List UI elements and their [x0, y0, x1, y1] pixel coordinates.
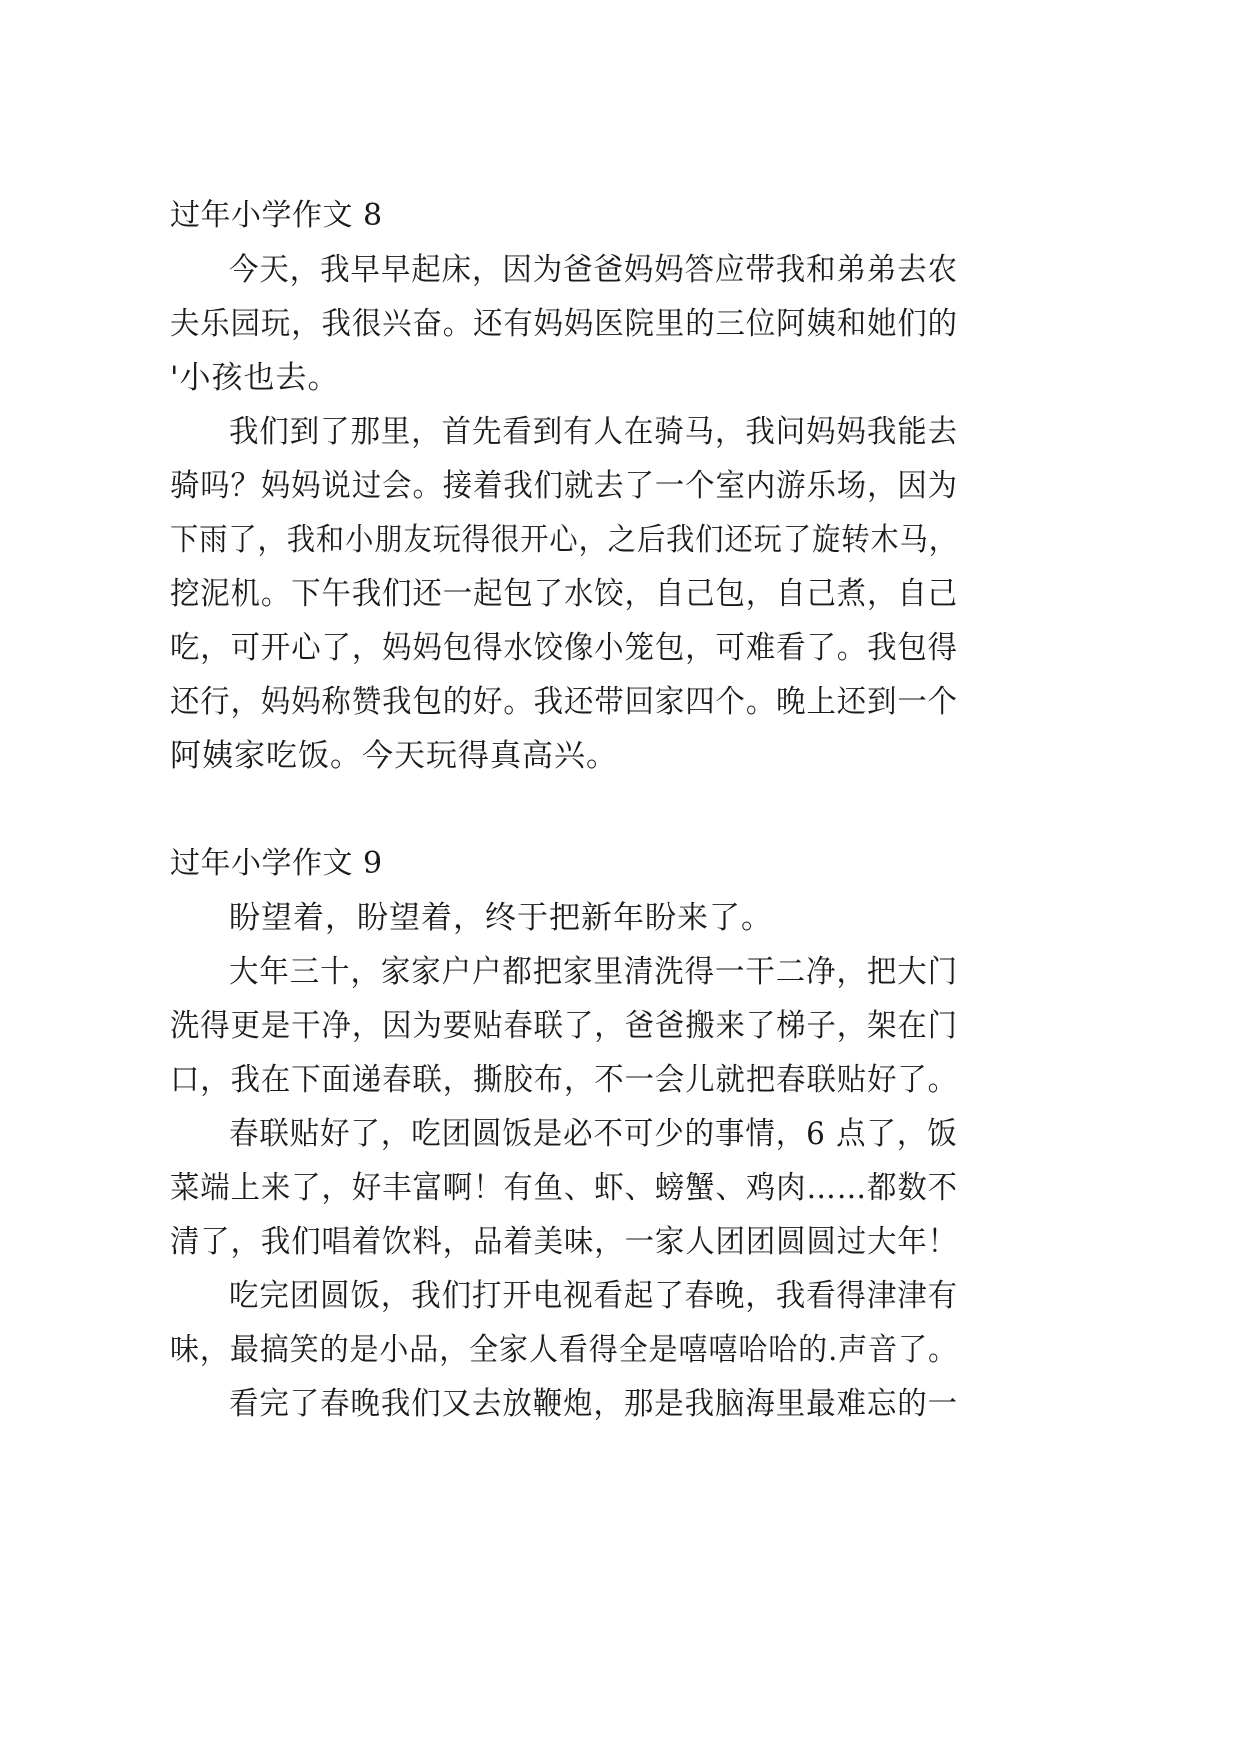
section-9-line-1: 盼望着，盼望着，终于把新年盼来了。: [229, 900, 773, 936]
section-9-line-7: 清了，我们唱着饮料，品着美味，一家人团团圆圆过大年！: [170, 1224, 958, 1260]
section-8-line-1: 今天，我早早起床，因为爸爸妈妈答应带我和弟弟去农: [229, 252, 958, 288]
section-8-title: 过年小学作文 8: [170, 198, 383, 233]
section-8-line-3: '小孩也去。: [170, 360, 340, 396]
section-9-title: 过年小学作文 9: [170, 846, 383, 881]
section-8-line-6: 下雨了，我和小朋友玩得很开心，之后我们还玩了旋转木马，: [170, 522, 958, 558]
section-9-line-4: 口，我在下面递春联，撕胶布，不一会儿就把春联贴好了。: [170, 1062, 958, 1098]
section-8-line-10: 阿姨家吃饭。今天玩得真高兴。: [170, 738, 618, 774]
section-8-line-4: 我们到了那里，首先看到有人在骑马，我问妈妈我能去: [229, 414, 958, 450]
section-8-line-9: 还行，妈妈称赞我包的好。我还带回家四个。晚上还到一个: [170, 684, 958, 720]
section-9-line-6: 菜端上来了，好丰富啊！有鱼、虾、螃蟹、鸡肉……都数不: [170, 1170, 958, 1206]
section-8-line-8: 吃，可开心了，妈妈包得水饺像小笼包，可难看了。我包得: [170, 630, 958, 666]
section-8-line-7: 挖泥机。下午我们还一起包了水饺，自己包，自己煮，自己: [170, 576, 958, 612]
section-9-line-5: 春联贴好了，吃团圆饭是必不可少的事情，6 点了，饭: [229, 1116, 958, 1152]
section-8-line-5: 骑吗？妈妈说过会。接着我们就去了一个室内游乐场，因为: [170, 468, 958, 504]
section-9-line-9: 味，最搞笑的是小品，全家人看得全是嘻嘻哈哈的.声音了。: [170, 1332, 958, 1368]
section-9-line-2: 大年三十，家家户户都把家里清洗得一干二净，把大门: [229, 954, 958, 990]
section-9-line-10: 看完了春晚我们又去放鞭炮，那是我脑海里最难忘的一: [229, 1386, 958, 1422]
section-9-line-3: 洗得更是干净，因为要贴春联了，爸爸搬来了梯子，架在门: [170, 1008, 958, 1044]
section-9-line-8: 吃完团圆饭，我们打开电视看起了春晚，我看得津津有: [229, 1278, 958, 1314]
section-8-line-2: 夫乐园玩，我很兴奋。还有妈妈医院里的三位阿姨和她们的: [170, 306, 958, 342]
